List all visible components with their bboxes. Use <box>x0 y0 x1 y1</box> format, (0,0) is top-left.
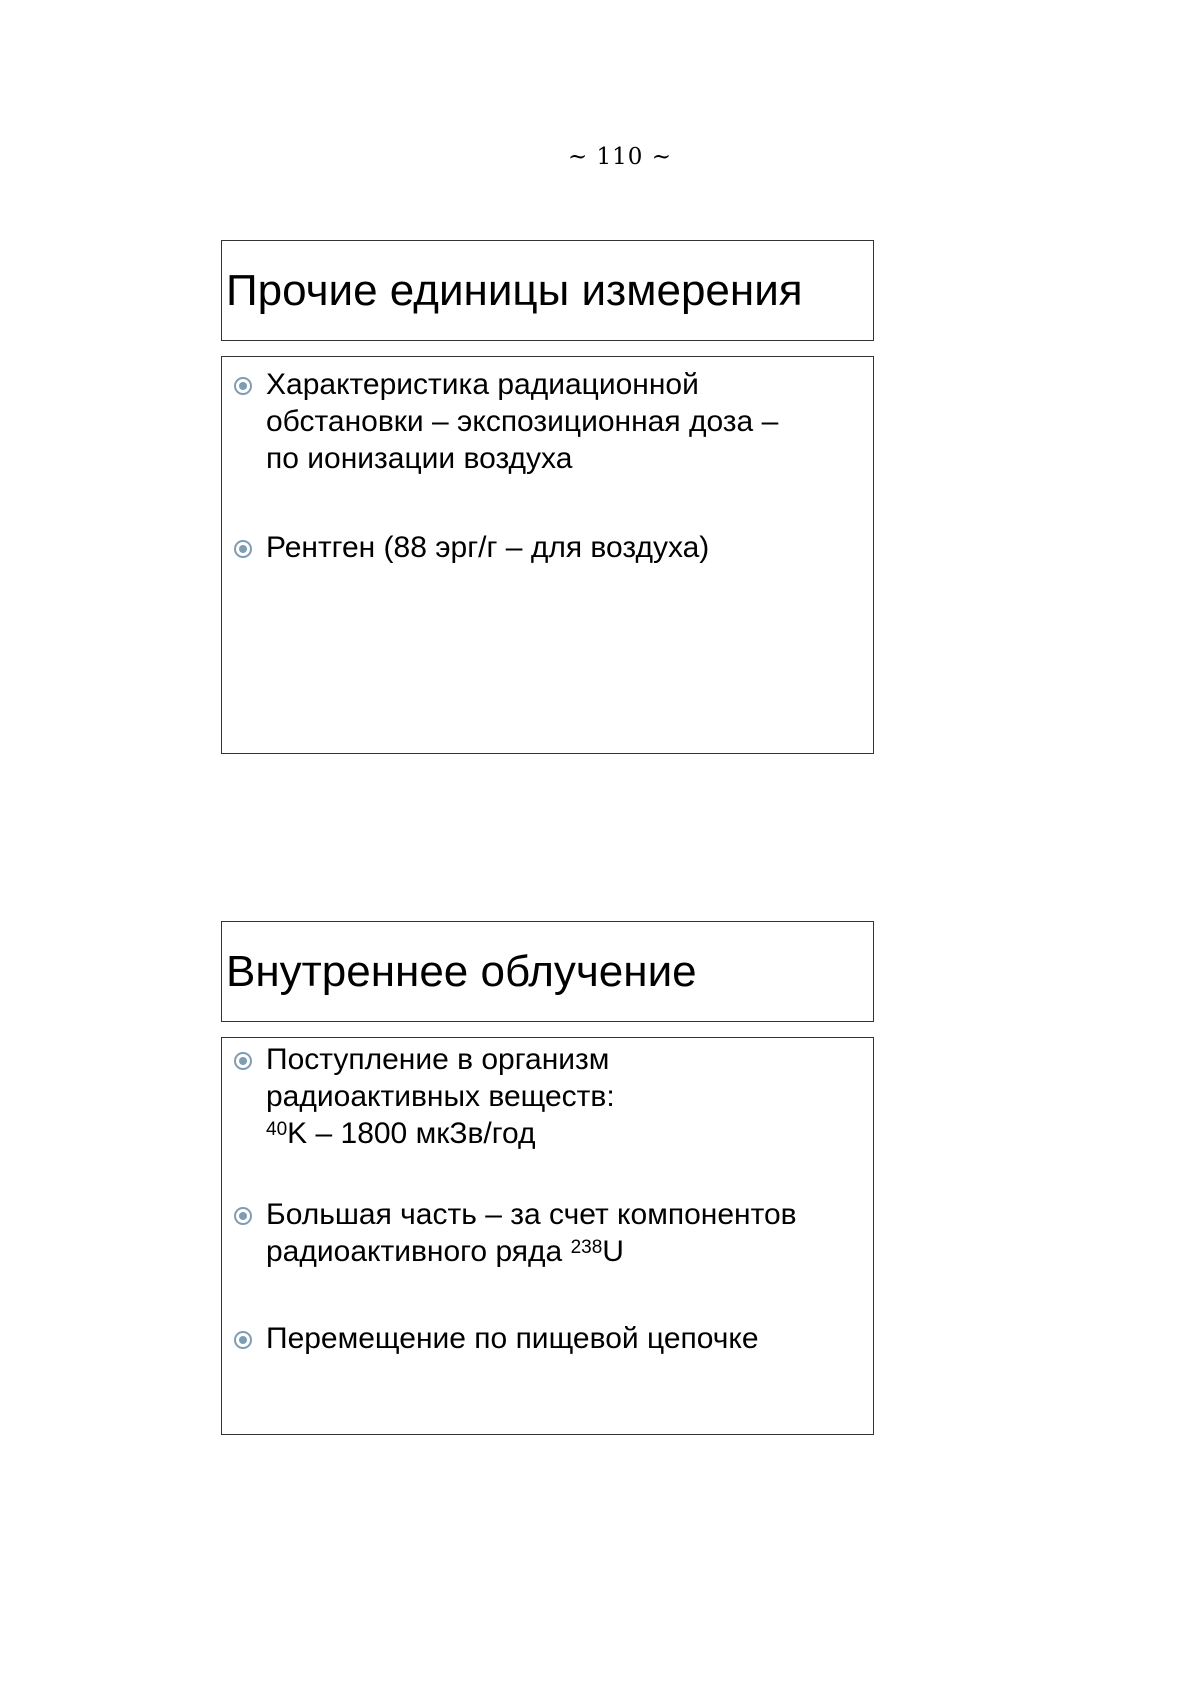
circled-dot-bullet-icon <box>234 1207 252 1225</box>
slide-1-body <box>221 356 874 754</box>
bullet-line <box>266 1115 863 1152</box>
slide-1-title: Прочие единицы измерения <box>221 240 874 341</box>
bullet-line: Перемещение по пищевой цепочке <box>266 1322 759 1355</box>
bullet-text-part: радиоактивного ряда <box>266 1235 571 1268</box>
bullet-line: Поступление в организм <box>266 1043 610 1076</box>
circled-dot-bullet-icon <box>234 1052 252 1070</box>
slide-2-title: Внутреннее облучение <box>221 921 874 1022</box>
circled-dot-bullet-icon <box>234 377 252 395</box>
slide-2-body <box>221 1037 874 1435</box>
bullet-line: радиоактивных веществ: <box>266 1080 615 1113</box>
bullet-line: Большая часть – за счет компонентов <box>266 1198 797 1231</box>
isotope-text: K – 1800 мкЗв/год <box>287 1117 536 1150</box>
slide-1-bullet-1 <box>234 366 863 477</box>
isotope-mass-number: 238 <box>570 1237 603 1258</box>
bullet-line: по ионизации воздуха <box>266 442 573 475</box>
isotope-symbol: U <box>602 1235 624 1268</box>
slide-2-bullet-2 <box>234 1196 863 1270</box>
circled-dot-bullet-icon <box>234 540 252 558</box>
isotope-mass-number: 40 <box>266 1119 288 1140</box>
slide-2-bullet-3 <box>234 1320 863 1357</box>
bullet-line: обстановки – экспозиционная доза – <box>266 405 779 438</box>
bullet-line: Характеристика радиационной <box>266 368 699 401</box>
slide-2-bullet-1 <box>234 1041 863 1152</box>
page-number: ~ 110 ~ <box>567 144 673 170</box>
bullet-line: Рентген (88 эрг/г – для воздуха) <box>266 531 710 564</box>
circled-dot-bullet-icon <box>234 1331 252 1349</box>
bullet-line <box>266 1233 863 1270</box>
slide-1-bullet-2 <box>234 529 863 566</box>
